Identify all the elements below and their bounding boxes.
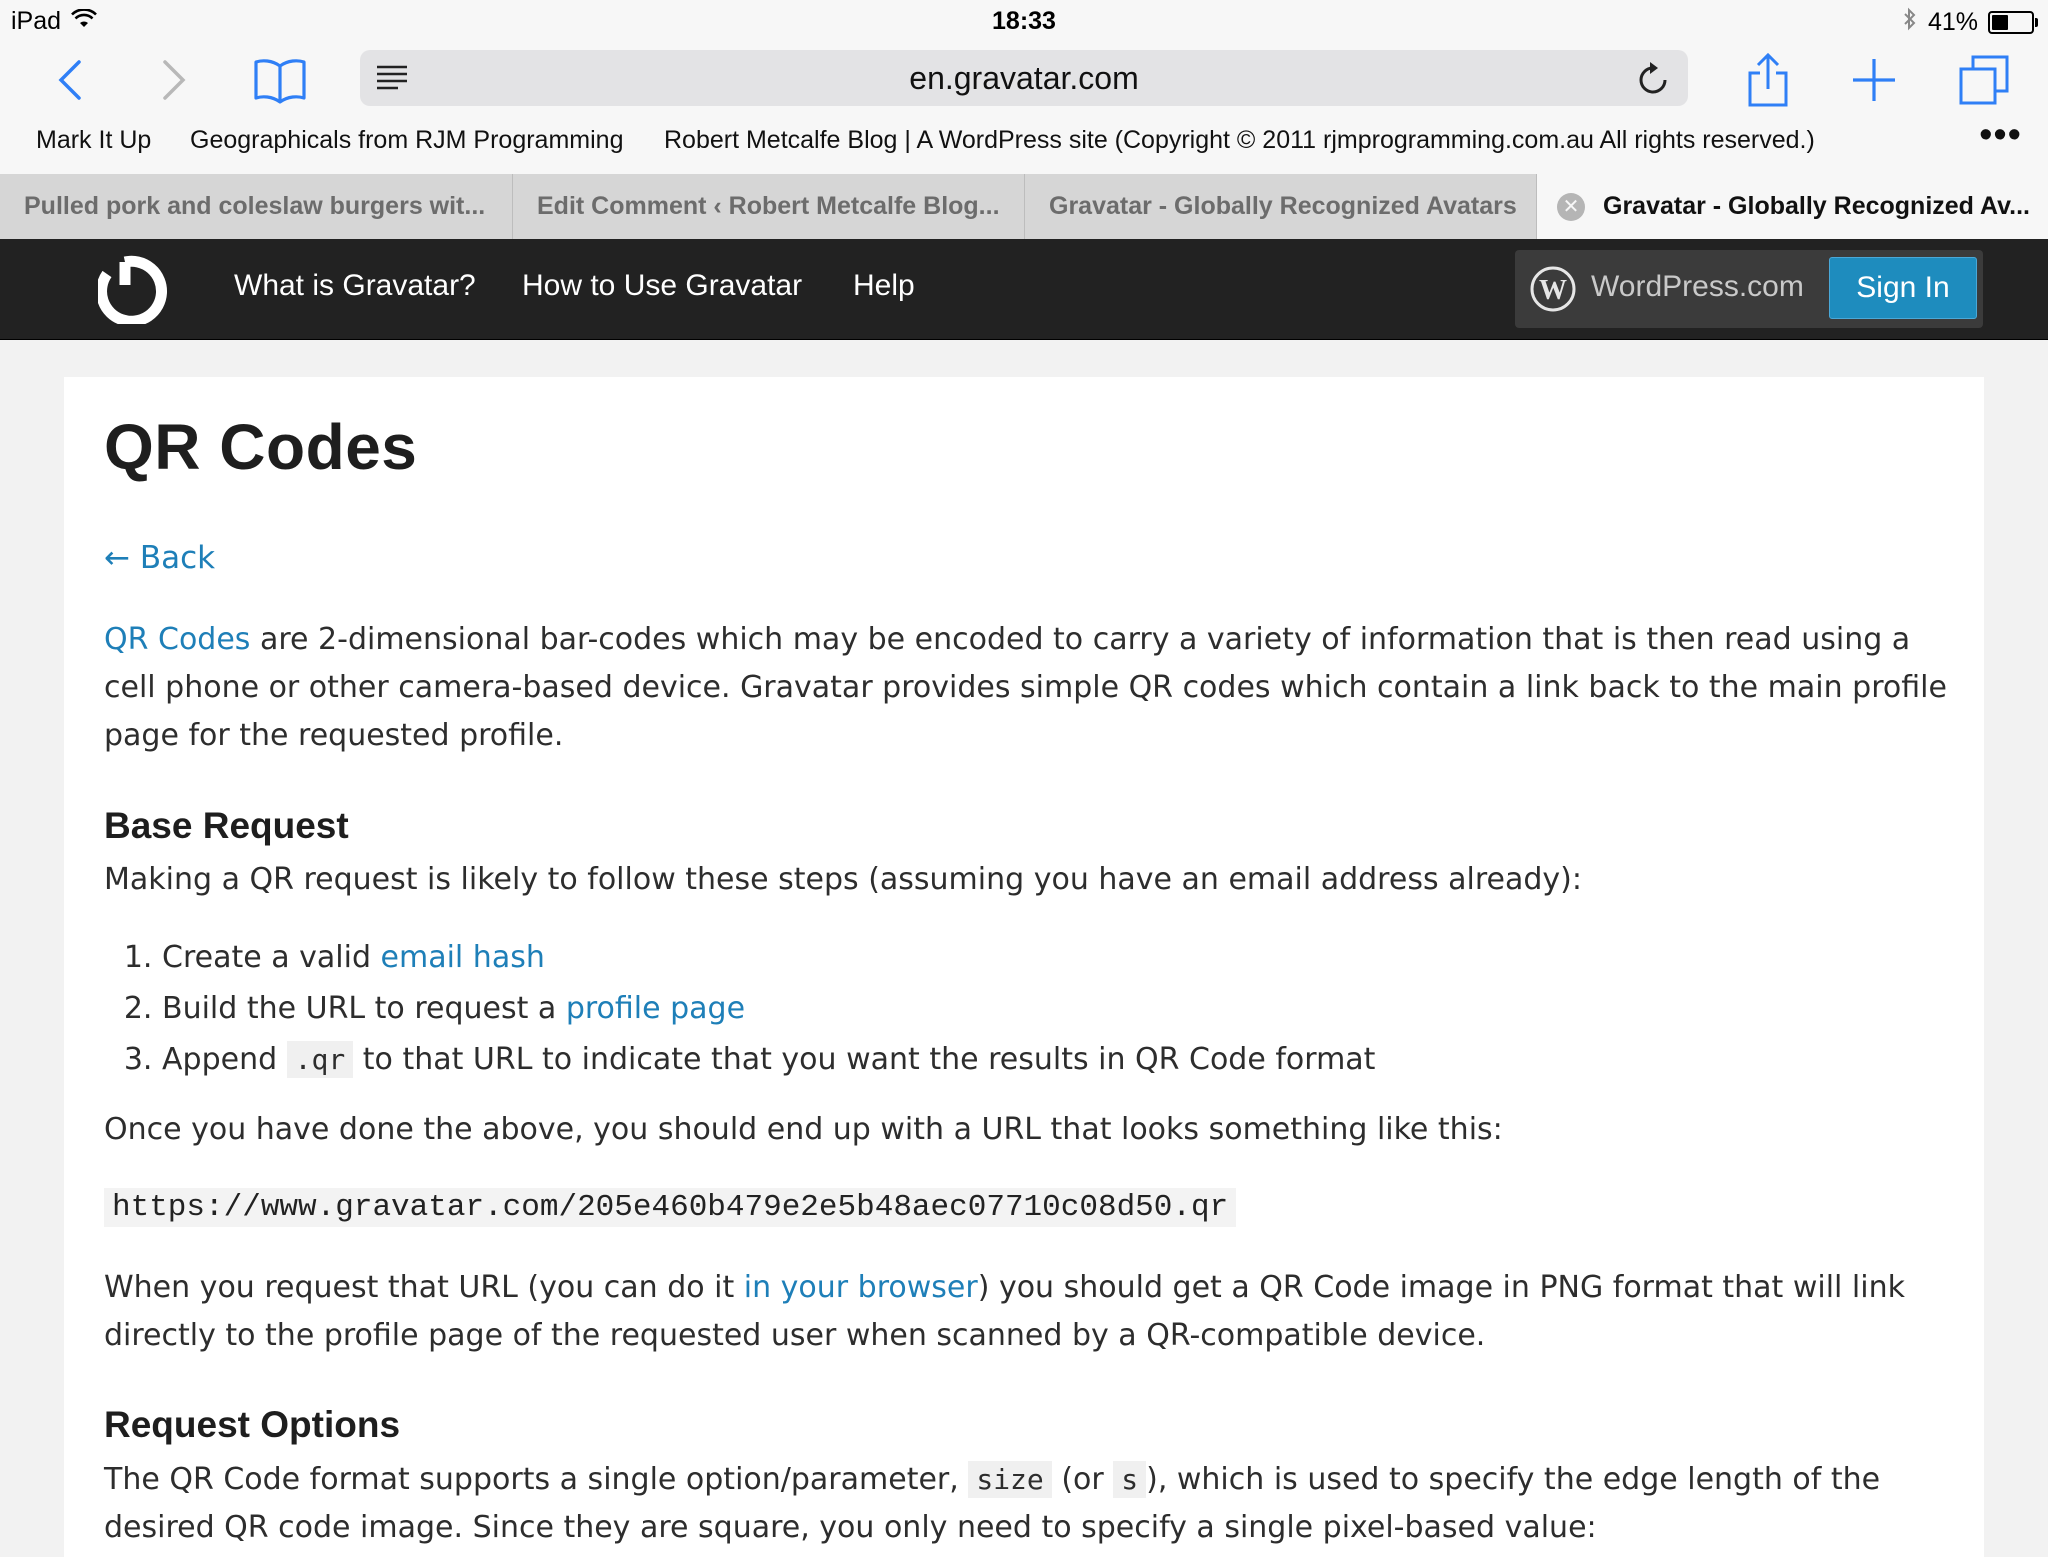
result-text: When you request that URL (you can do it bbox=[104, 1270, 744, 1305]
request-options-text bbox=[104, 1456, 1954, 1552]
step-text: Append bbox=[162, 1042, 287, 1077]
bluetooth-icon bbox=[1902, 7, 1918, 38]
address-bar[interactable] bbox=[360, 50, 1688, 106]
base-request-text: Making a QR request is likely to follow these steps (assuming you have an email address already): bbox=[104, 862, 1582, 897]
nav-help[interactable]: Help bbox=[853, 269, 915, 302]
tab[interactable] bbox=[0, 174, 513, 239]
nav-what-is-gravatar[interactable]: What is Gravatar? bbox=[234, 269, 476, 302]
qr-codes-link[interactable]: QR Codes bbox=[104, 622, 251, 657]
wordpress-signin-box bbox=[1515, 250, 1983, 328]
page-title: QR Codes bbox=[104, 411, 418, 483]
inline-code: .qr bbox=[287, 1041, 354, 1078]
tab-label: Gravatar - Globally Recognized Avatars bbox=[1049, 192, 1517, 220]
close-tab-icon[interactable]: ✕ bbox=[1557, 193, 1585, 221]
svg-text:W: W bbox=[1539, 275, 1567, 306]
step-text: Build the URL to request a bbox=[162, 991, 566, 1026]
sign-in-button[interactable]: Sign In bbox=[1829, 257, 1977, 319]
bookmark-item[interactable]: Robert Metcalfe Blog | A WordPress site (Copyright © 2011 rjmprogramming.com.au All rights reserved.) bbox=[664, 126, 1815, 154]
bookmark-item[interactable]: Geographicals from RJM Programming bbox=[190, 126, 624, 154]
intro-paragraph bbox=[104, 616, 1954, 760]
browser-chrome bbox=[0, 0, 2048, 239]
tab-bar bbox=[0, 174, 2048, 239]
example-url-code: https://www.gravatar.com/205e460b479e2e5b48aec07710c08d50.qr bbox=[104, 1188, 1236, 1227]
tab-label: Edit Comment ‹ Robert Metcalfe Blog... bbox=[537, 192, 1000, 220]
base-request-heading: Base Request bbox=[104, 805, 349, 846]
site-header bbox=[0, 239, 2048, 340]
gravatar-logo-icon[interactable] bbox=[98, 254, 168, 324]
options-text: ), which is used to specify the edge length of the desired QR code image. Since they are square, you only need to specify a single pixel-based value: bbox=[104, 1462, 1881, 1545]
tab[interactable] bbox=[513, 174, 1025, 239]
back-link[interactable]: ← Back bbox=[104, 540, 216, 576]
result-text: ) you should get a QR Code image in PNG format that will link directly to the profile page of the requested user when scanned by a QR-compatible device. bbox=[104, 1270, 1905, 1353]
list-item bbox=[162, 983, 1375, 1034]
options-text: The QR Code format supports a single option/parameter, bbox=[104, 1462, 969, 1497]
email-hash-link[interactable]: email hash bbox=[380, 940, 545, 975]
url-text[interactable]: en.gravatar.com bbox=[909, 60, 1139, 96]
status-bar bbox=[0, 0, 2048, 42]
wordpress-label[interactable]: WordPress.com bbox=[1591, 270, 1804, 303]
tab[interactable] bbox=[1025, 174, 1537, 239]
after-steps-text: Once you have done the above, you should end up with a URL that looks something like this: bbox=[104, 1112, 1503, 1147]
request-options-heading: Request Options bbox=[104, 1404, 401, 1445]
bookmarks-bar bbox=[0, 114, 2048, 174]
in-your-browser-link[interactable]: in your browser bbox=[743, 1270, 978, 1305]
tabs-icon[interactable] bbox=[1952, 48, 2016, 112]
tab-label: Pulled pork and coleslaw burgers wit... bbox=[24, 192, 486, 220]
bookmarks-icon[interactable] bbox=[248, 48, 312, 112]
inline-code: s bbox=[1113, 1461, 1146, 1498]
browser-toolbar bbox=[0, 42, 2048, 122]
device-label: iPad bbox=[11, 7, 62, 35]
list-item bbox=[162, 1034, 1375, 1085]
back-icon[interactable] bbox=[38, 48, 102, 112]
profile-page-link[interactable]: profile page bbox=[565, 991, 746, 1026]
battery-percent: 41% bbox=[1927, 8, 1978, 36]
clock: 18:33 bbox=[992, 7, 1056, 35]
wordpress-logo-icon bbox=[1529, 265, 1577, 318]
bookmark-item[interactable]: Mark It Up bbox=[36, 126, 152, 154]
more-bookmarks-icon[interactable]: ••• bbox=[1979, 114, 2022, 156]
tab-label: Gravatar - Globally Recognized Av... bbox=[1603, 192, 2030, 220]
share-icon[interactable] bbox=[1736, 48, 1800, 112]
result-paragraph bbox=[104, 1264, 1954, 1360]
intro-text: are 2-dimensional bar-codes which may be encoded to carry a variety of information that is then read using a cell phone or other camera-based device. Gravatar provides simple QR codes which contain a link back to the main profile page for the requested profile. bbox=[104, 622, 1947, 753]
step-text: to that URL to indicate that you want the results in QR Code format bbox=[353, 1042, 1376, 1077]
steps-list bbox=[104, 932, 1375, 1085]
step-text: Create a valid bbox=[162, 940, 381, 975]
reload-icon[interactable] bbox=[1636, 60, 1670, 101]
inline-code: size bbox=[968, 1461, 1051, 1498]
nav-how-to-use[interactable]: How to Use Gravatar bbox=[522, 269, 803, 302]
new-tab-icon[interactable] bbox=[1842, 48, 1906, 112]
tab-active[interactable] bbox=[1537, 174, 2048, 239]
options-text: (or bbox=[1051, 1462, 1114, 1497]
list-item bbox=[162, 932, 1375, 983]
forward-icon[interactable] bbox=[142, 48, 206, 112]
battery-icon bbox=[1988, 11, 2034, 34]
